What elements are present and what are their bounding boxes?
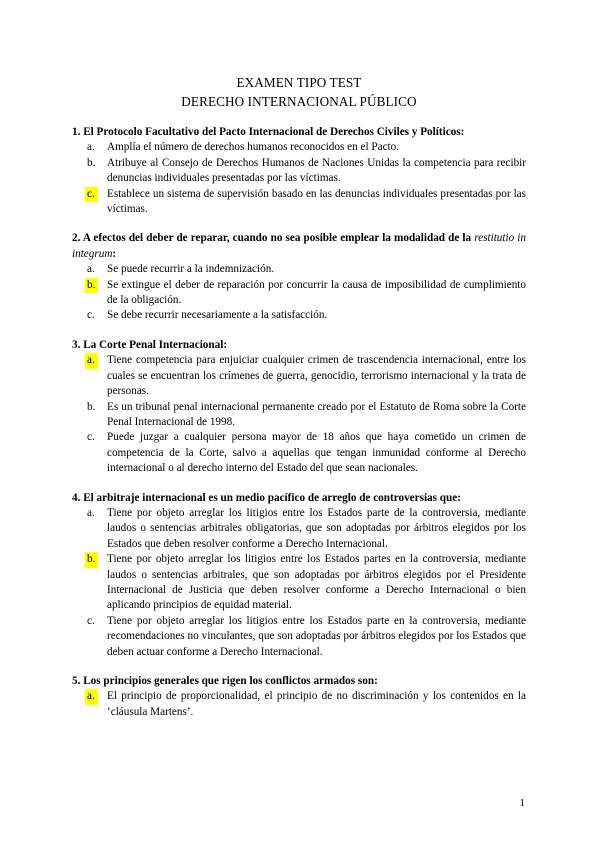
option-marker (72, 506, 107, 521)
options-list (72, 353, 526, 476)
question-title (72, 338, 526, 353)
option-a (72, 353, 526, 399)
option-text: Se extingue el deber de reparación por concurrir la causa de imposibilidad de cumplimiento de la obligación. (107, 278, 526, 307)
option-a (72, 506, 526, 552)
option-text: Amplía el número de derechos humanos reconocidos en el Pacto. (107, 141, 400, 154)
answer-highlight: c. (85, 187, 98, 202)
option-text: Tiene por objeto arreglar los litigios entre los Estados parte de la controversia, mediante laudos o sentencias arbitrales obligatorias, que son adoptadas por árbitros elegidos por los Estados que deben resolver conforme a Derecho Internacional. (107, 506, 526, 550)
question-4 (72, 491, 526, 660)
option-marker (72, 187, 107, 202)
option-text: Tiene competencia para enjuiciar cualquier crimen de trascendencia internacional, entre los cuales se encuentran los crímenes de guerra, genocidio, terrorismo internacional y la trata de personas. (107, 354, 526, 398)
option-text: Tiene por objeto arreglar los litigios entre los Estados parte en la controversia, mediante recomendaciones no vinculantes, que son adoptadas por árbitros elegidos por los Estados que deben actuar conforme a Derecho Internacional. (107, 614, 526, 658)
options-list (72, 689, 526, 720)
option-c (72, 430, 526, 476)
subject-title: DERECHO INTERNACIONAL PÚBLICO (181, 94, 417, 109)
option-letter: c. (87, 614, 95, 627)
option-text: Se puede recurrir a la indemnización. (107, 263, 275, 276)
options-list (72, 262, 526, 324)
title-block (72, 73, 526, 111)
option-text: Tiene por objeto arreglar los litigios entre los Estados partes en la controversia, mediante laudos o sentencias arbitrales, que son adoptadas por árbitros elegidos por el Presidente Internacional de Justicia que deben resolver conforme a Derecho Internacional o bien aplicando principios de equidad material. (107, 553, 526, 612)
option-text: Atribuye al Consejo de Derechos Humanos de Naciones Unidas la competencia para recibir denuncias individuales presentadas por las víctimas. (107, 156, 526, 185)
question-title (72, 491, 526, 506)
option-marker (72, 614, 107, 629)
options-list (72, 140, 526, 217)
answer-highlight: b. (85, 278, 98, 293)
option-marker (72, 140, 107, 155)
option-letter: a. (87, 263, 95, 276)
questions-list (72, 125, 526, 734)
option-text: El principio de proporcionalidad, el principio de no discriminación y los contenidos en la ‘cláusula Martens’. (107, 690, 526, 718)
option-marker (72, 400, 107, 415)
answer-highlight: b. (85, 552, 98, 567)
option-b (72, 156, 526, 187)
question-2 (72, 231, 526, 323)
option-marker (72, 552, 107, 567)
options-list (72, 506, 526, 660)
question-title (72, 231, 526, 262)
option-letter: b. (87, 156, 96, 169)
option-marker (72, 156, 107, 171)
page-number: 1 (519, 797, 525, 809)
option-marker (72, 430, 107, 445)
option-letter: c. (87, 309, 95, 322)
option-b (72, 400, 526, 431)
option-b (72, 552, 526, 614)
question-5 (72, 674, 526, 720)
question-title-suffix: : (112, 247, 117, 260)
option-a (72, 689, 526, 720)
option-c (72, 308, 526, 323)
question-title-italic: restitutio in integrum (72, 232, 527, 260)
option-marker (72, 689, 107, 704)
option-marker (72, 262, 107, 277)
answer-highlight: a. (85, 689, 98, 704)
option-c (72, 187, 526, 218)
option-text: Establece un sistema de supervisión basado en las denuncias individuales presentadas por las víctimas. (107, 187, 526, 216)
option-c (72, 614, 526, 660)
question-1 (72, 125, 526, 217)
option-text: Puede juzgar a cualquier persona mayor de 18 años que haya cometido un crimen de competencia de la Corte, salvo a aquellas que tengan inmunidad conforme al Derecho internacional o al derecho interno del Estado del que sean nacionales. (107, 431, 526, 475)
question-3 (72, 338, 526, 477)
question-title-text: 1. El Protocolo Facultativo del Pacto Internacional de Derechos Civiles y Políticos: (72, 126, 465, 138)
question-title (72, 125, 526, 140)
answer-highlight: a. (85, 353, 98, 368)
option-marker (72, 353, 107, 368)
question-title-text: 3. La Corte Penal Internacional: (72, 338, 228, 351)
option-text: Se debe recurrir necesariamente a la satisfacción. (107, 309, 328, 322)
question-title-text: 4. El arbitraje internacional es un medio pacífico de arreglo de controversias que: (72, 491, 461, 504)
option-letter: c. (87, 431, 95, 444)
option-text: Es un tribunal penal internacional permanente creado por el Estatuto de Roma sobre la Corte Penal Internacional de 1998. (107, 400, 526, 428)
question-title-text: 5. Los principios generales que rigen los conflictos armados son: (72, 675, 378, 687)
option-letter: a. (87, 141, 95, 154)
exam-title: EXAMEN TIPO TEST (236, 75, 362, 90)
option-marker (72, 278, 107, 293)
question-title (72, 674, 526, 689)
option-marker (72, 308, 107, 323)
option-letter: b. (87, 400, 96, 413)
option-b (72, 278, 526, 309)
question-title-text: 2. A efectos del deber de reparar, cuando no sea posible emplear la modalidad de la (72, 232, 472, 245)
option-letter: a. (87, 506, 95, 519)
option-a (72, 262, 526, 277)
option-a (72, 140, 526, 155)
